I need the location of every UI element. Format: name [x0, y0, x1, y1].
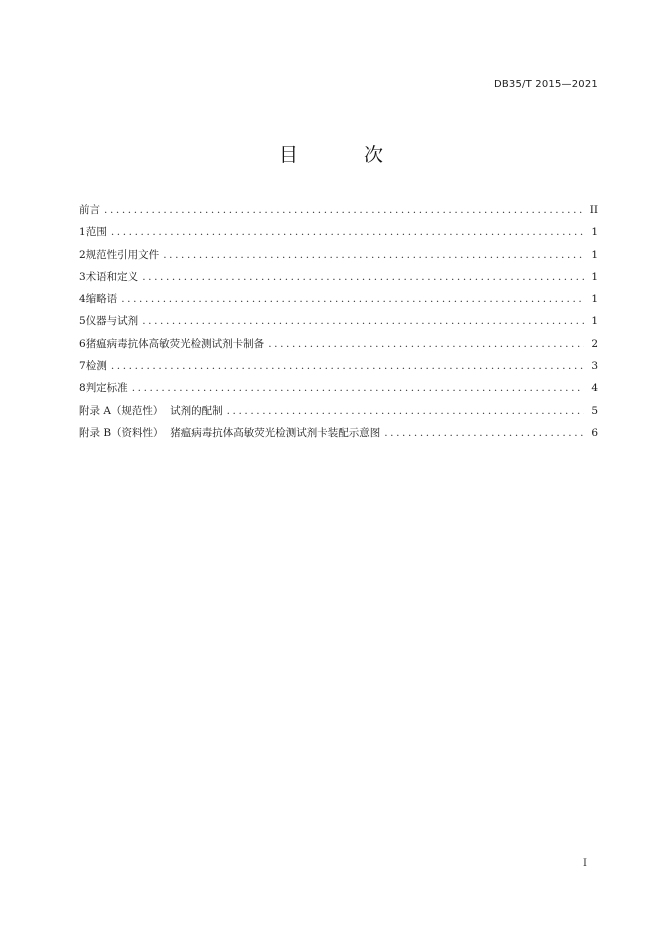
- toc-leader-dots: [163, 244, 584, 266]
- toc-leader-dots: [121, 288, 584, 310]
- toc-entry-number: 7: [79, 360, 86, 373]
- toc-entry-page: 1: [591, 293, 598, 306]
- toc-entry-label: 猪瘟病毒抗体高敏荧光检测试剂卡制备: [85, 337, 265, 350]
- toc-entry-page: 5: [591, 404, 598, 417]
- toc-entry-number: 4: [79, 293, 86, 306]
- toc-entry-6[interactable]: [79, 333, 598, 355]
- toc-entry-8[interactable]: [79, 377, 598, 399]
- toc-entry-appendix-a[interactable]: [79, 400, 598, 422]
- toc-entry-page: II: [589, 204, 598, 216]
- toc-leader-dots: [142, 310, 584, 332]
- toc-entry-label: 判定标准: [85, 382, 128, 395]
- toc-entry-1[interactable]: [79, 221, 598, 243]
- toc-entry-2[interactable]: [79, 244, 598, 266]
- toc-entry-page: 3: [591, 360, 598, 373]
- toc-leader-dots: [384, 422, 584, 444]
- toc-entry-3[interactable]: [79, 266, 598, 288]
- toc-entry-label: 前言: [79, 204, 100, 216]
- toc-entry-page: 1: [591, 226, 598, 239]
- toc-entry-number: 6: [79, 337, 86, 350]
- toc-leader-dots: [142, 266, 584, 288]
- page-title: 目 次: [278, 144, 414, 166]
- toc-leader-dots: [111, 221, 584, 243]
- toc-leader-dots: [104, 199, 584, 221]
- toc-entry-number: 1: [79, 226, 86, 239]
- toc-entry-label: 附录 B（资料性） 猪瘟病毒抗体高敏荧光检测试剂卡装配示意图: [79, 426, 381, 439]
- toc-entry-label: 仪器与试剂: [85, 315, 139, 328]
- toc-leader-dots: [227, 400, 584, 422]
- page-number: I: [583, 858, 587, 869]
- toc-leader-dots: [111, 355, 584, 377]
- document-code: DB35/T 2015—2021: [493, 79, 598, 90]
- toc-entry-4[interactable]: [79, 288, 598, 310]
- toc-entry-page: 2: [591, 337, 598, 350]
- toc-entry-label: 术语和定义: [85, 270, 139, 283]
- toc-entry-page: 4: [591, 382, 598, 395]
- toc-entry-5[interactable]: [79, 310, 598, 332]
- toc-entry-number: 2: [79, 248, 86, 261]
- toc-entry-page: 1: [591, 315, 598, 328]
- toc-entry-label: 缩略语: [85, 293, 118, 306]
- toc-entry-appendix-b[interactable]: [79, 422, 598, 444]
- toc-entry-number: 5: [79, 315, 86, 328]
- toc-entry-number: 8: [79, 382, 86, 395]
- toc-entry-label: 范围: [85, 226, 107, 239]
- toc-entry-7[interactable]: [79, 355, 598, 377]
- toc-entry-label: 附录 A（规范性） 试剂的配制: [79, 404, 223, 417]
- toc-entry-page: 1: [591, 248, 598, 261]
- toc-entry-label: 检测: [85, 360, 107, 373]
- table-of-contents: [79, 199, 598, 444]
- toc-entry-page: 1: [591, 270, 598, 283]
- toc-entry-number: 3: [79, 270, 86, 283]
- toc-leader-dots: [268, 333, 584, 355]
- toc-leader-dots: [132, 377, 584, 399]
- toc-entry-page: 6: [591, 426, 598, 439]
- toc-entry-preface[interactable]: [79, 199, 598, 221]
- toc-entry-label: 规范性引用文件: [85, 248, 160, 261]
